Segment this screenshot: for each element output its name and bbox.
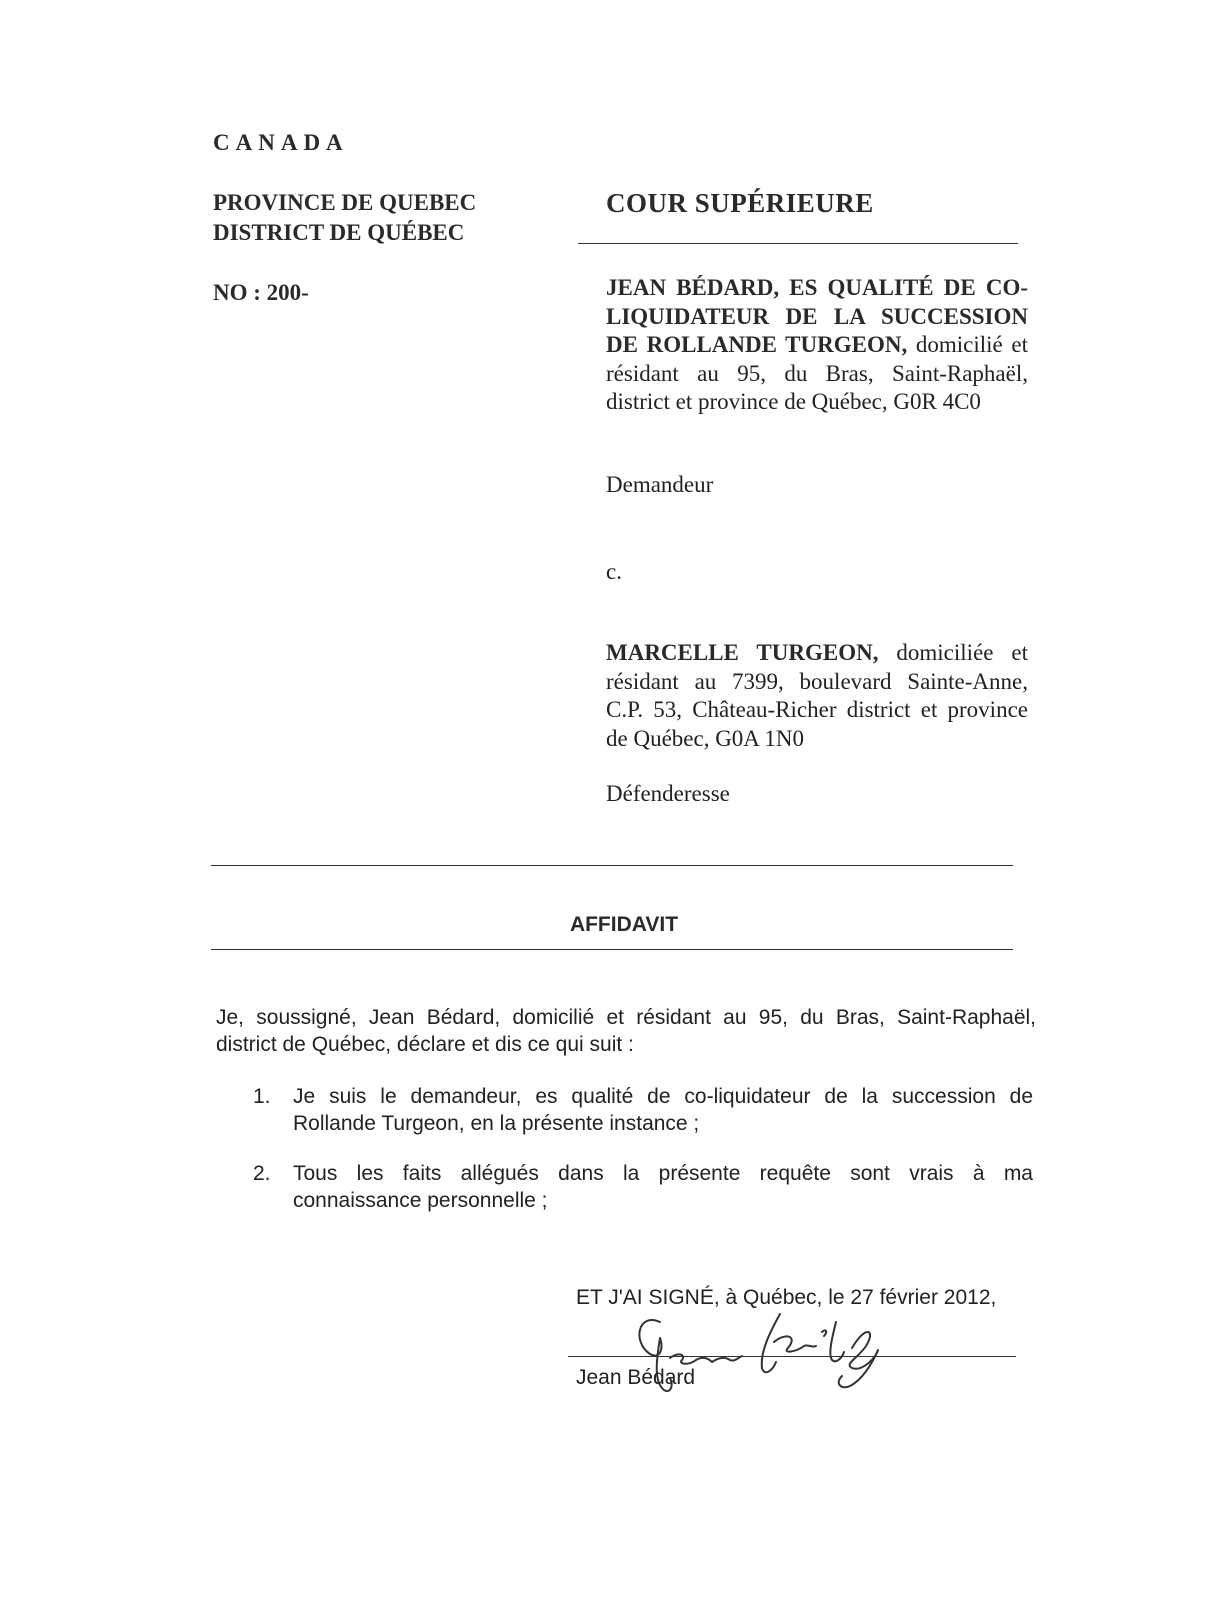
country-heading: CANADA <box>213 130 349 155</box>
affiant-intro <box>216 1004 1036 1058</box>
defendant-address: domiciliée et résidant au 7399, boulevard Sainte-Anne, C.P. 53, Château-Richer district et province de Québec, G0A 1N0 <box>606 640 1029 751</box>
declaration-line-1: Tous les faits allégués dans la présente requête sont vrais à ma <box>293 1162 1033 1185</box>
jurisdiction <box>213 188 476 248</box>
signer-name: Jean Bédard <box>576 1366 696 1389</box>
plaintiff-name: JEAN BÉDARD, ES QUALITÉ DE CO-LIQUIDATEUR DE LA SUCCESSION DE ROLLANDE TURGEON, <box>606 275 1028 357</box>
title-rule-bottom <box>211 949 1013 950</box>
plaintiff-role: Demandeur <box>606 472 714 497</box>
title-rule-top <box>211 865 1013 866</box>
declaration-number: 2. <box>253 1162 271 1185</box>
declaration-line-2: Rollande Turgeon, en la présente instance ; <box>293 1112 700 1135</box>
plaintiff-block <box>606 274 1028 417</box>
defendant-block <box>606 639 1028 753</box>
court-name: COUR SUPÉRIEURE <box>606 188 874 218</box>
defendant-name: MARCELLE TURGEON, <box>606 640 879 665</box>
declaration-line-1: Je suis le demandeur, es qualité de co-liquidateur de la succession de <box>293 1085 1033 1108</box>
province-line: PROVINCE DE QUEBEC <box>213 190 477 215</box>
intro-line-2: district de Québec, déclare et dis ce qui suit : <box>216 1033 634 1056</box>
declaration-line-2: connaissance personnelle ; <box>293 1189 548 1212</box>
intro-line-1: Je, soussigné, Jean Bédard, domicilié et résidant au 95, du Bras, Saint-Raphaël, <box>216 1006 1036 1029</box>
versus: c. <box>606 559 622 584</box>
file-number: NO : 200- <box>213 280 309 305</box>
court-divider <box>578 243 1018 244</box>
declaration-number: 1. <box>253 1085 271 1108</box>
defendant-role: Défenderesse <box>606 781 730 806</box>
district-line: DISTRICT DE QUÉBEC <box>213 220 465 245</box>
plaintiff-address: domicilié et résidant au 95, du Bras, Saint-Raphaël, district et province de Québec, G0R 4C0 <box>606 332 1029 414</box>
document-title: AFFIDAVIT <box>569 913 679 936</box>
signed-statement: ET J'AI SIGNÉ, à Québec, le 27 février 2012, <box>576 1286 997 1309</box>
